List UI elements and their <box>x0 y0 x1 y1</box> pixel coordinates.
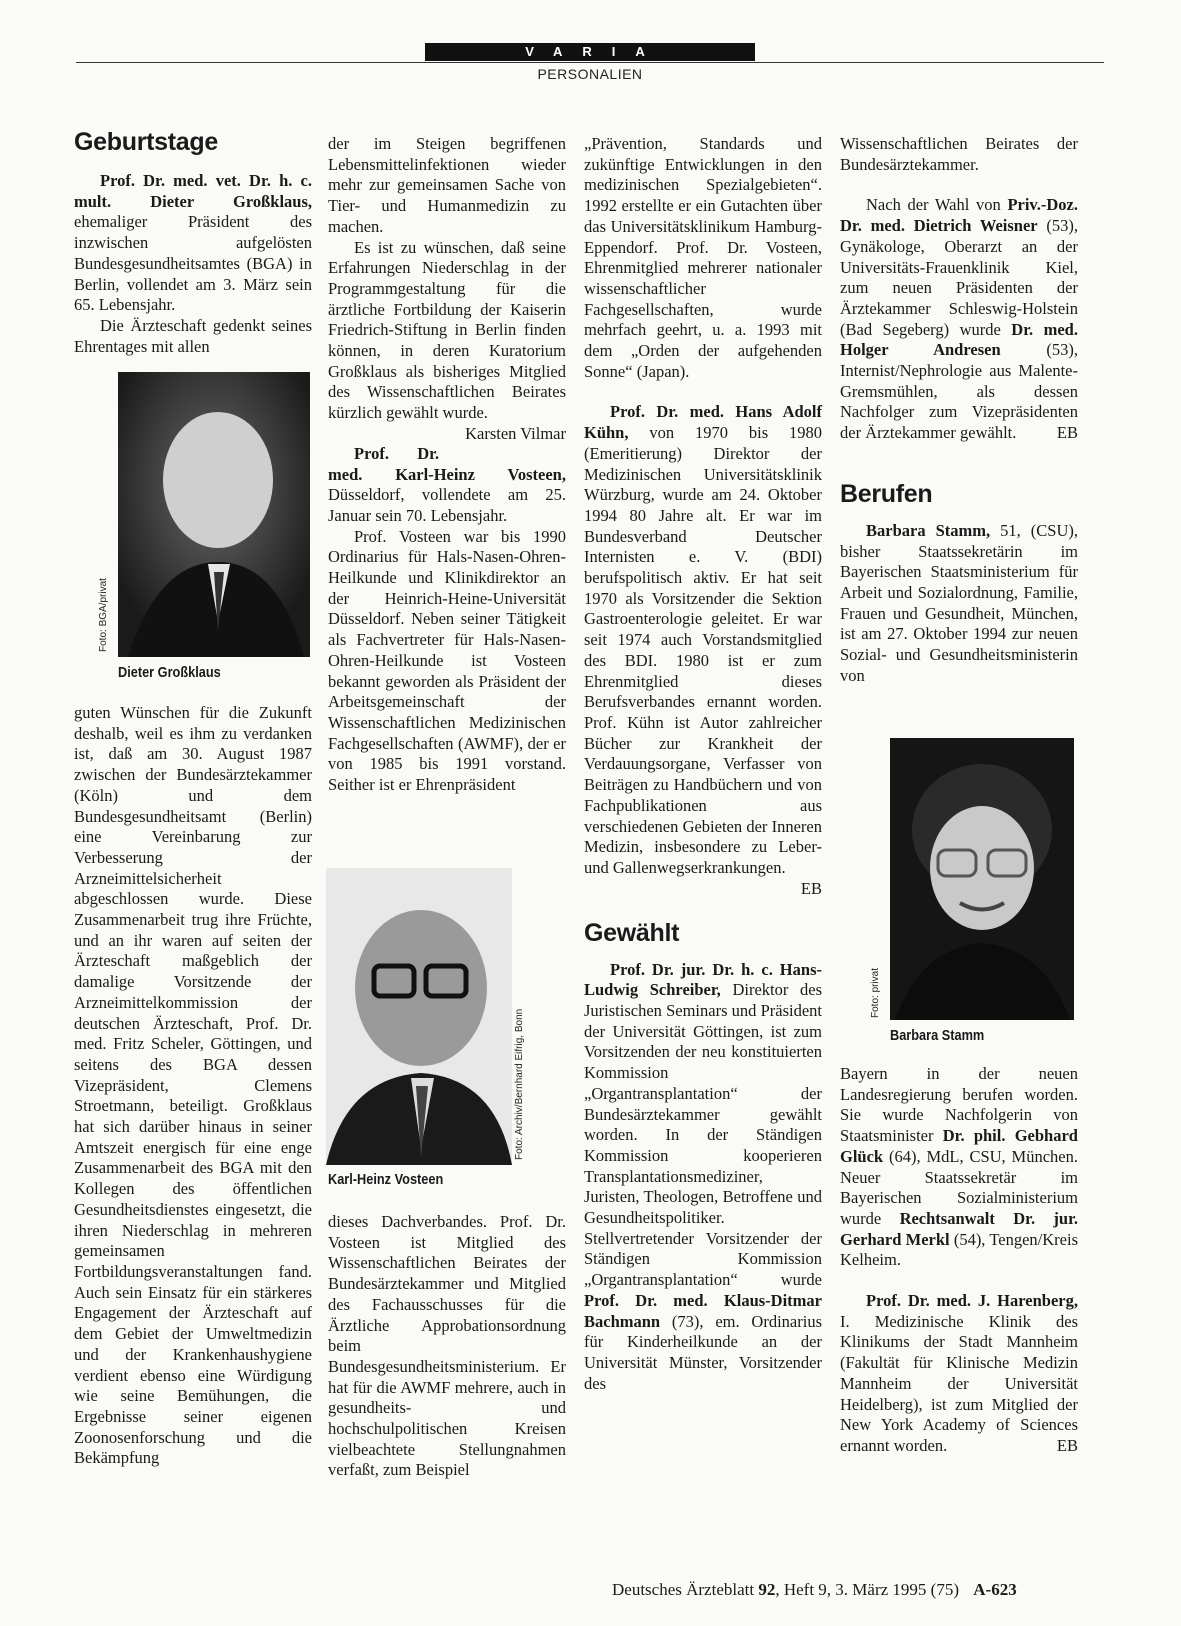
article-stamm: Barbara Stamm, 51, (CSU), bisher Staatssekretärin im Bayerischen Staatsministerium für Arbeit und Sozialordnung, Familie, Frauen und Gesundheit, München, ist am 27. Oktober 1994 zur neuen Sozial- und Gesundheitsministerin von <box>840 520 1078 685</box>
article-vosteen-intro: Prof. Dr. med. Karl-Heinz Vosteen, Düsseldorf, vollendete am 25. Januar sein 70. Lebensjahr. <box>328 443 566 525</box>
photo-vosteen <box>326 868 512 1165</box>
article-harenberg: Prof. Dr. med. J. Harenberg, I. Medizinische Klinik des Klinikums der Stadt Mannheim (Fakultät für Klinische Medizin Mannheim der Universität Heidelberg), ist zum Mitglied der New York Academy of Sciences ernannt worden. EB <box>840 1291 1078 1455</box>
journal-issue: , Heft 9, 3. März 1995 (75) <box>775 1580 959 1599</box>
person-name: Prof. Dr. med. vet. Dr. h. c. mult. Dieter Großklaus, <box>74 171 312 211</box>
caption-grossklaus: Dieter Großklaus <box>118 664 221 681</box>
photo-credit-stamm: Foto: privat <box>870 967 881 1018</box>
article-schreiber: Prof. Dr. jur. Dr. h. c. Hans-Ludwig Schreiber, Direktor des Juristischen Seminars und Präsident der Universität Göttingen, ist zum Vorsitzenden der neu konstituierten Kommission „Organtransplantation“ der Bundesärztekammer gewählt worden. In der Ständigen Kommission kooperieren Transplantationsmediziner, Juristen, Theologen, Betroffene und Gesundheitspolitiker. Stellvertretender Vorsitzender der Ständigen Kommission „Organtransplantation“ wurde Prof. Dr. med. Klaus-Ditmar Bachmann (73), em. Ordinarius für Kinderheilkunde an der Universität Münster, Vorsitzender des <box>584 959 822 1393</box>
person-name: Priv.-Doz. Dr. med. Dietrich Weisner <box>840 195 1078 236</box>
person-name: Prof. Dr. med. J. Harenberg, <box>866 1291 1078 1311</box>
photo-credit-vosteen: Foto: Archiv/Bernhard Eifrig, Bonn <box>514 1008 525 1160</box>
subsection-label: PERSONALIEN <box>537 66 643 82</box>
heading-berufen: Berufen <box>840 479 933 508</box>
article-stamm-cont: Bayern in der neuen Landesregierung berufen worden. Sie wurde Nachfolgerin von Staatsminister Dr. phil. Gebhard Glück (64), MdL, CSU, München. Neuer Staatssekretär im Bayerischen Sozialministerium wurde Rechtsanwalt Dr. jur. Gerhard Merkl (54), Tengen/Kreis Kelheim. <box>840 1064 1078 1270</box>
article-weisner: Nach der Wahl von Priv.-Doz. Dr. med. Dietrich Weisner (53), Gynäkologe, Oberarzt an der Universitäts-Frauenklinik Kiel, zum neuen Präsidenten der Ärztekammer Schleswig-Holstein (Bad Segeberg) wurde Dr. med. Holger Andresen (53), Internist/Nephrologie aus Malente-Gremsmühlen, als dessen Nachfolger zum Vizepräsidenten der Ärztekammer gewählt. EB <box>840 195 1079 443</box>
person-name: Prof. Dr. med. Karl-Heinz Vosteen, <box>328 443 566 484</box>
person-name: Dr. phil. Gebhard Glück <box>840 1126 1078 1166</box>
article-grossklaus-intro: Prof. Dr. med. vet. Dr. h. c. mult. Dieter Großklaus, ehemaliger Präsident des inzwischen aufgelösten Bundesgesundheitsamtes (BGA) in Berlin, vollendet am 3. März sein 65. Lebensjahr. <box>74 171 312 315</box>
signature-eb: EB <box>1056 1435 1078 1455</box>
person-name: Prof. Dr. med. Klaus-Ditmar Bachmann <box>584 1290 822 1331</box>
column-1 <box>74 128 312 357</box>
article-kuehn: Prof. Dr. med. Hans Adolf Kühn, von 1970 bis 1980 (Emeritierung) Direktor der Medizinischen Universitätsklinik Würzburg, wurde am 24. Oktober 1994 80 Jahre alt. Er war im Bundesverband Deutscher Internisten e. V. (BDI) berufspolitisch aktiv. Er hat seit 1970 als Vorsitzender die Sektion Gastroenterologie geleitet. Er war seit 1974 auch Vorstandsmitglied des BDI. 1980 ist er zum Ehrenmitglied dieses Berufsverbandes ernannt worden. Prof. Kühn ist Autor zahlreicher Bücher zur Krankheit der Verdauungsorgane, Verfasser von Beiträgen zu Handbüchern und von Fachpublikationen aus verschiedenen Gebieten der Inneren Medizin, insbesondere zu Leber- und Gallenwegserkrankungen. EB <box>584 402 822 898</box>
photo-stamm <box>890 738 1074 1020</box>
photo-grossklaus <box>118 372 310 657</box>
article-grossklaus-p2: Die Ärzteschaft gedenkt seines Ehrentages mit allen <box>74 315 312 356</box>
person-name: Barbara Stamm, <box>866 520 991 540</box>
journal-volume: 92 <box>758 1580 776 1599</box>
caption-stamm: Barbara Stamm <box>890 1027 985 1044</box>
person-name: Prof. Dr. jur. Dr. h. c. Hans-Ludwig Schreiber, <box>584 959 822 1000</box>
article-vosteen-p2: Prof. Vosteen war bis 1990 Ordinarius für Hals-Nasen-Ohren-Heilkunde und Klinikdirektor an der Heinrich-Heine-Universität Düsseldorf. Neben seiner Tätigkeit als Fachvertreter für Hals-Nasen-Ohren-Heilkunde ist Vosteen bekannt geworden als Präsident der Arbeitsgemeinschaft der Wissenschaftlichen Medizinischen Fachgesellschaften (AWMF), der er von 1985 bis 1991 vorstand. Seither ist er Ehrenpräsident <box>328 526 566 795</box>
page-footer <box>612 1580 1017 1600</box>
signature-vilmar: Karsten Vilmar <box>465 423 566 443</box>
signature-eb: EB <box>800 878 822 898</box>
article-schreiber-cont: Wissenschaftlichen Beirates der Bundesärztekammer. <box>840 134 1078 174</box>
person-name: Dr. med. Holger Andresen <box>840 319 1078 360</box>
signature-eb: EB <box>1056 423 1078 443</box>
page-number: A-623 <box>973 1580 1017 1599</box>
article-grossklaus-p3: guten Wünschen für die Zukunft deshalb, weil es ihm zu verdanken ist, daß am 30. August 1987 zwischen der Bundesärztekammer (Köln) und dem Bundesgesundheitsamt (Berlin) eine Vereinbarung zur Verbesserung der Arzneimittelsicherheit abgeschlossen wurde. Diese Zusammenarbeit trug ihre Früchte, und an ihr waren auf seiten der Ärzteschaft maßgeblich der damalige Vorsitzende der Arzneimittelkommission der deutschen Ärzteschaft, Prof. Dr. med. Fritz Scheler, Göttingen, und seitens des BGA dessen Vizepräsident, Clemens Stroetmann, beteiligt. Großklaus hat sich darüber hinaus in seiner Amtszeit energisch für eine enge Zusammenarbeit des BGA mit den Kollegen des öffentlichen Gesundheitsdienstes eingesetzt, die ihren Niederschlag in mehreren gemeinsamen Fortbildungsveranstaltungen fand. Auch sein Einsatz für ein stärkeres Engagement der Ärzteschaft auf dem Gebiet der Umweltmedizin und der Krankenhaushygiene verdient ebenso eine Würdigung wie seine Bemühungen, die Ergebnisse seiner eigenen Zoonosenforschung und die Bekämpfung <box>74 703 312 1468</box>
photo-credit-grossklaus: Foto: BGA/privat <box>98 578 109 652</box>
article-vosteen-p4: „Prävention, Standards und zukünftige Entwicklungen in den medizinischen Spezialgebieten“. 1992 erstellte er ein Gutachten über das Universitätsklinikum Hamburg-Eppendorf. Prof. Dr. Vosteen, Ehrenmitglied mehrerer nationaler wissenschaftlicher Fachgesellschaften, wurde mehrfach geehrt, u. a. 1993 mit dem „Orden der aufgehenden Sonne“ (Japan). <box>584 134 822 381</box>
column-4 <box>840 134 1078 686</box>
section-banner: VARIA <box>425 43 755 61</box>
journal-name: Deutsches Ärzteblatt <box>612 1580 755 1599</box>
article-grossklaus-p4: der im Steigen begriffenen Lebensmittelinfektionen wieder mehr zur gemeinsamen Sache von Tier- und Humanmedizin zu machen. <box>328 134 566 236</box>
header-rule <box>76 62 1104 63</box>
person-name: Prof. Dr. med. Hans Adolf Kühn, <box>584 402 822 443</box>
heading-geburtstage: Geburtstage <box>74 128 218 156</box>
caption-vosteen: Karl-Heinz Vosteen <box>328 1171 444 1188</box>
column-2 <box>328 134 566 796</box>
column-1-cont <box>74 703 312 1469</box>
column-3 <box>584 134 822 1394</box>
column-2-cont <box>328 1212 566 1481</box>
article-vosteen-p3: dieses Dachverbandes. Prof. Dr. Vosteen ist Mitglied des Wissenschaftlichen Beirates der Bundesärztekammer und Mitglied des Fachausschusses für die Ärztliche Approbationsordnung beim Bundesgesundheitsministerium. Er hat für die AWMF mehrere, auch in gesundheits- und hochschulpolitischen Kreisen vielbeachtete Stellungnahmen verfaßt, zum Beispiel <box>328 1212 566 1480</box>
heading-gewaehlt: Gewählt <box>584 918 680 947</box>
column-4-cont <box>840 1064 1078 1457</box>
person-name: Rechtsanwalt Dr. jur. Gerhard Merkl <box>840 1208 1078 1249</box>
article-grossklaus-p5: Es ist zu wünschen, daß seine Erfahrungen Niederschlag in der Programmgestaltung für die ärztliche Fortbildung der Kaiserin Friedrich-Stiftung in Berlin finden können, in deren Kuratorium Großklaus als bisheriges Mitglied des Wissenschaftlichen Beirates kürzlich gewählt wurde. Karsten Vilmar <box>328 237 566 443</box>
